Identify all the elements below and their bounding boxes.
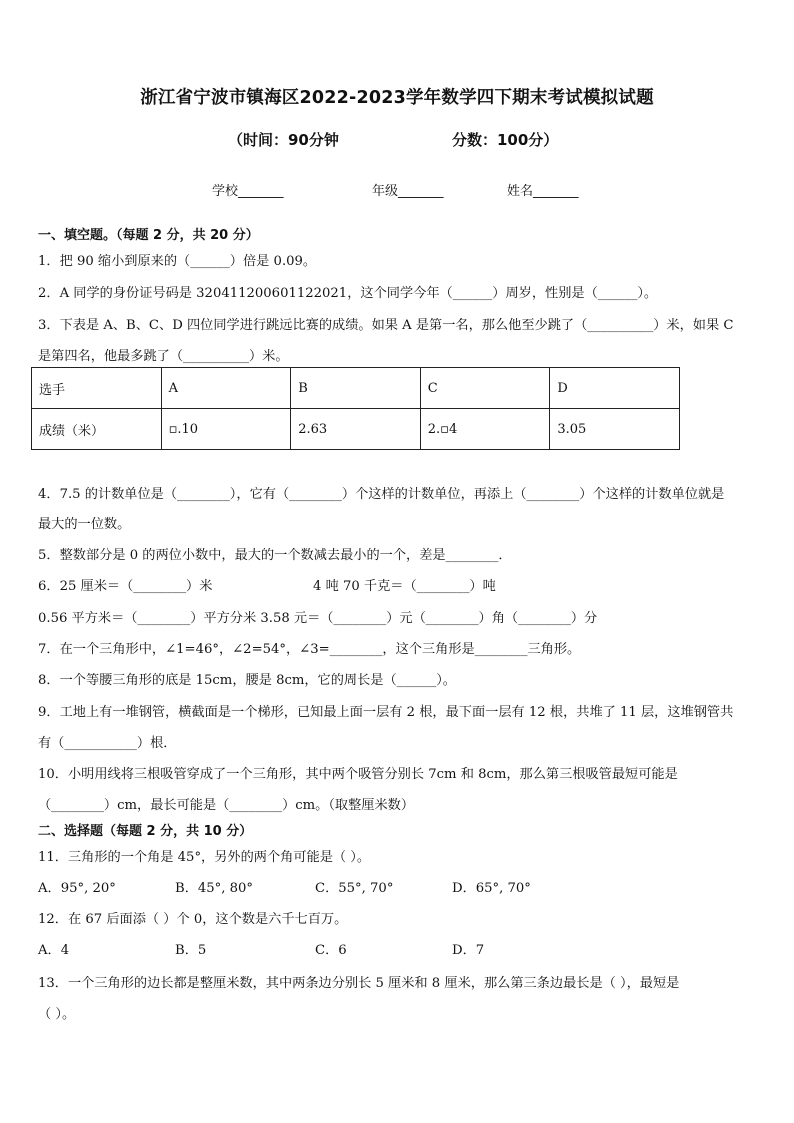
question-11: 11．三角形的一个角是 45°，另外的两个角可能是（ ）。: [38, 850, 371, 865]
question-7: 7．在一个三角形中，∠1=46°，∠2=54°，∠3=________，这个三角形是________三角形。: [38, 642, 581, 657]
question-8: 8．一个等腰三角形的底是 15cm，腰是 8cm，它的周长是（______）。: [38, 673, 456, 688]
table-cell: B: [291, 368, 421, 409]
question-4-line-1: 4．7.5 的计数单位是（________），它有（________）个这样的计数单位，再添上（________）个这样的计数单位就是: [38, 487, 725, 502]
question-1: 1．把 90 缩小到原来的（______）倍是 0.09。: [38, 254, 317, 269]
table-row: [32, 409, 680, 450]
question-6-part-c: 0.56 平方米＝（________）平方分米 3.58 元＝（________）元（________）角（________）分: [38, 611, 598, 626]
question-9-line-2: 有（___________）根．: [38, 736, 177, 751]
question-9-line-1: 9．工地上有一堆钢管，横截面是一个梯形，已知最上面一层有 2 根，最下面一层有 12 根，共堆了 11 层，这堆钢管共: [38, 705, 734, 720]
question-3-line-1: 3．下表是 A、B、C、D 四位同学进行跳远比赛的成绩。如果 A 是第一名，那么他至少跳了（__________）米，如果 C: [38, 318, 734, 333]
question-13-line-2: （ ）。: [38, 1007, 76, 1022]
section-choice-heading: 二、选择题（每题 2 分，共 10 分）: [38, 824, 253, 839]
question-3-line-2: 是第四名，他最多跳了（__________）米。: [38, 349, 289, 364]
question-12-option-d: D．7: [452, 943, 485, 958]
question-5: 5．整数部分是 0 的两位小数中，最大的一个数减去最小的一个，差是________．: [38, 548, 512, 563]
question-10-line-1: 10．小明用线将三根吸管穿成了一个三角形，其中两个吸管分别长 7cm 和 8cm，那么第三根吸管最短可能是: [38, 767, 678, 782]
table-row: [32, 368, 680, 409]
question-12-option-a: A．4: [38, 943, 70, 958]
grade-field: 年级_______: [372, 184, 444, 199]
exam-title: 浙江省宁波市镇海区2022-2023学年数学四下期末考试模拟试题: [140, 88, 654, 108]
table-cell: 2.63: [291, 409, 421, 450]
question-12: 12．在 67 后面添（ ）个 0，这个数是六千七百万。: [38, 912, 348, 927]
table-cell: 选手: [32, 368, 162, 409]
exam-time: （时间：90分钟: [228, 131, 339, 149]
question-10-line-2: （________）cm，最长可能是（________）cm。（取整厘米数）: [38, 798, 415, 813]
question-6-part-a: 6．25 厘米＝（________）米: [38, 579, 213, 594]
table-cell: C: [420, 368, 550, 409]
question-12-option-b: B．5: [175, 943, 207, 958]
table-cell: 2.▫4: [420, 409, 550, 450]
school-field: 学校_______: [212, 184, 284, 199]
table-cell: 成绩（米）: [32, 409, 162, 450]
name-field: 姓名_______: [507, 184, 579, 199]
table-cell: ▫.10: [161, 409, 291, 450]
question-2: 2．A 同学的身份证号码是 320411200601122021，这个同学今年（______）周岁，性别是（______）。: [38, 286, 658, 301]
question-12-option-c: C．6: [315, 943, 347, 958]
question-11-option-a: A．95°, 20°: [38, 881, 116, 896]
exam-score: 分数：100分）: [452, 131, 559, 149]
table-cell: 3.05: [550, 409, 680, 450]
question-11-option-d: D．65°, 70°: [452, 881, 531, 896]
table-cell: A: [161, 368, 291, 409]
table-cell: D: [550, 368, 680, 409]
question-4-line-2: 最大的一位数。: [38, 517, 131, 532]
jump-score-table: [31, 367, 680, 450]
question-13-line-1: 13．一个三角形的边长都是整厘米数，其中两条边分别长 5 厘米和 8 厘米，那么第三条边最长是（ ），最短是: [38, 976, 680, 991]
section-fill-blank-heading: 一、填空题。（每题 2 分，共 20 分）: [38, 228, 259, 243]
question-11-option-c: C．55°, 70°: [315, 881, 394, 896]
question-11-option-b: B．45°, 80°: [175, 881, 254, 896]
question-6-part-b: 4 吨 70 千克＝（________）吨: [313, 579, 496, 594]
